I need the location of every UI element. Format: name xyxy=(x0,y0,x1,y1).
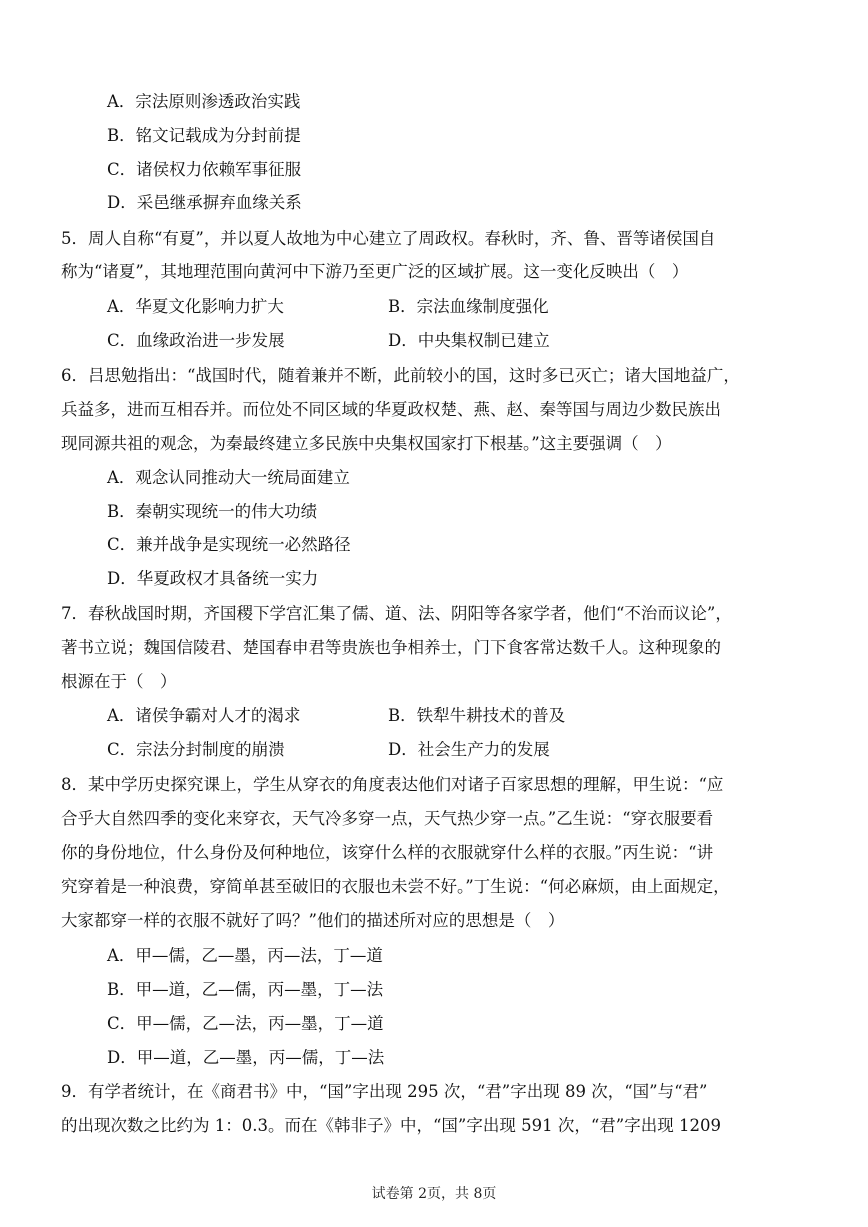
q5-option-a: A．华夏文化影响力扩大 xyxy=(107,297,284,316)
q9-stem-line-2: 的出现次数之比约为 1：0.3。而在《韩非子》中，“国”字出现 591 次，“君”字出现 1209 xyxy=(61,1116,721,1135)
q8-option-c: C．甲—儒，乙—法，丙—墨，丁—道 xyxy=(107,1014,384,1033)
q7-option-a: A．诸侯争霸对人才的渴求 xyxy=(107,706,301,725)
q6-option-a: A．观念认同推动大一统局面建立 xyxy=(107,468,350,487)
q6-option-b: B．秦朝实现统一的伟大功绩 xyxy=(107,502,318,521)
q8-stem-line-1: 8．某中学历史探究课上，学生从穿衣的角度表达他们对诸子百家思想的理解，甲生说：“应 xyxy=(61,775,724,794)
q6-option-d: D．华夏政权才具备统一实力 xyxy=(107,569,319,588)
q8-option-d: D．甲—道，乙—墨，丙—儒，丁—法 xyxy=(107,1048,385,1067)
q5-option-d: D．中央集权制已建立 xyxy=(388,331,550,350)
q5-option-c: C．血缘政治进一步发展 xyxy=(107,331,285,350)
q8-stem-line-3: 你的身份地位，什么身份及何种地位，该穿什么样的衣服就穿什么样的衣服。”丙生说：“讲 xyxy=(61,843,714,862)
q7-option-d: D．社会生产力的发展 xyxy=(388,740,550,759)
q4-option-a: A．宗法原则渗透政治实践 xyxy=(107,92,301,111)
q7-option-c: C．宗法分封制度的崩溃 xyxy=(107,740,285,759)
q4-option-b: B．铭文记载成为分封前提 xyxy=(107,126,301,145)
q6-stem-line-1: 6．吕思勉指出：“战国时代，随着兼并不断，此前较小的国，这时多已灭亡；诸大国地益广， xyxy=(61,366,740,385)
q8-option-b: B．甲—道，乙—儒，丙—墨，丁—法 xyxy=(107,980,384,999)
q4-option-d: D．采邑继承摒弃血缘关系 xyxy=(107,193,302,212)
page-footer: 试卷第 2页，共 8页 xyxy=(371,1186,497,1202)
q4-option-c: C．诸侯权力依赖军事征服 xyxy=(107,160,302,179)
q8-option-a: A．甲—儒，乙—墨，丙—法，丁—道 xyxy=(107,946,383,965)
q5-option-b: B．宗法血缘制度强化 xyxy=(388,297,549,316)
q7-option-b: B．铁犁牛耕技术的普及 xyxy=(388,706,566,725)
q6-option-c: C．兼并战争是实现统一必然路径 xyxy=(107,535,351,554)
q5-stem-line-1: 5．周人自称“有夏”，并以夏人故地为中心建立了周政权。春秋时，齐、鲁、晋等诸侯国自 xyxy=(61,229,716,248)
q7-stem-line-1: 7．春秋战国时期，齐国稷下学宫汇集了儒、道、法、阴阳等各家学者，他们“不治而议论”， xyxy=(61,604,732,623)
q6-stem-line-3: 现同源共祖的观念，为秦最终建立多民族中央集权国家打下根基。”这主要强调（ ） xyxy=(61,434,672,453)
q8-stem-line-4: 究穿着是一种浪费，穿简单甚至破旧的衣服也未尝不好。”丁生说：“何必麻烦，由上面规定， xyxy=(61,877,730,896)
q7-stem-line-2: 著书立说；魏国信陵君、楚国春申君等贵族也争相养士，门下食客常达数千人。这种现象的 xyxy=(61,638,721,657)
q5-stem-line-2: 称为“诸夏”，其地理范围向黄河中下游乃至更广泛的区域扩展。这一变化反映出（ ） xyxy=(61,262,689,281)
q8-stem-line-5: 大家都穿一样的衣服不就好了吗？”他们的描述所对应的思想是（ ） xyxy=(61,911,565,930)
q7-stem-line-3: 根源在于（ ） xyxy=(61,672,177,691)
q8-stem-line-2: 合乎大自然四季的变化来穿衣，天气冷多穿一点，天气热少穿一点。”乙生说：“穿衣服要看 xyxy=(61,809,714,828)
q9-stem-line-1: 9．有学者统计，在《商君书》中，“国”字出现 295 次，“君”字出现 89 次，“国”与“君” xyxy=(61,1082,708,1101)
q6-stem-line-2: 兵益多，进而互相吞并。而位处不同区域的华夏政权楚、燕、赵、秦等国与周边少数民族出 xyxy=(61,400,721,419)
